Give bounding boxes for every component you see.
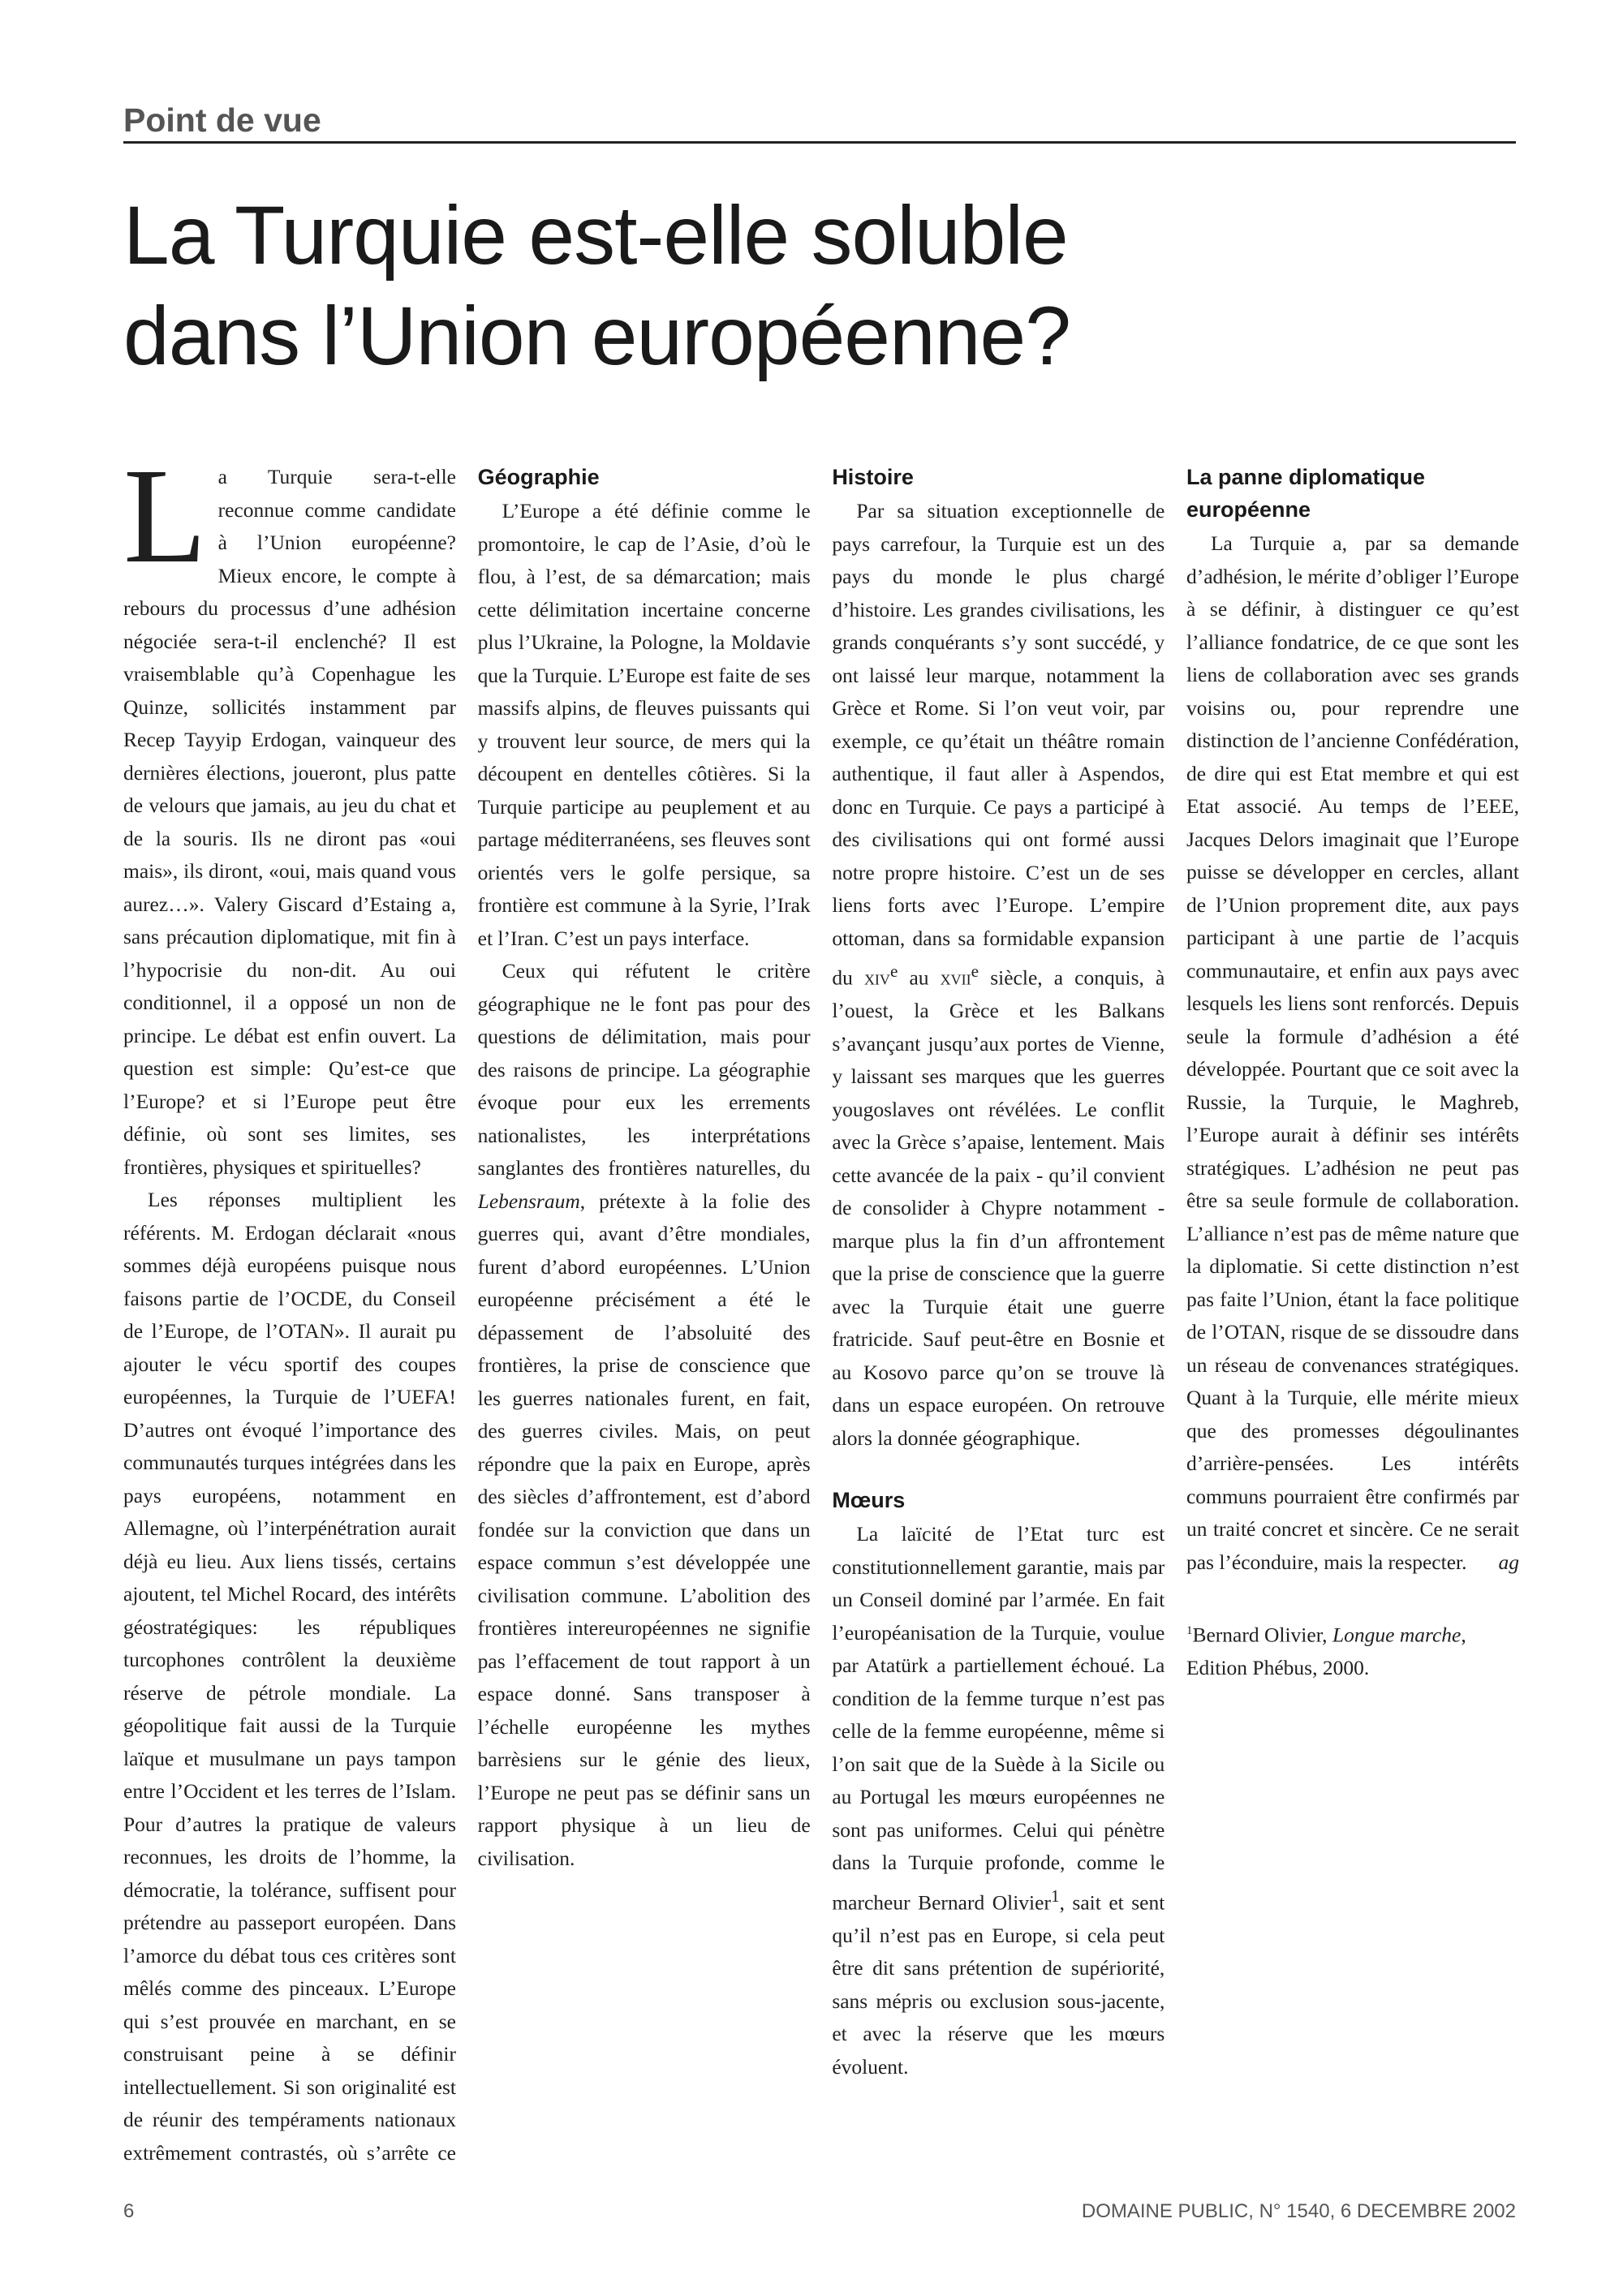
subheading-histoire: Histoire bbox=[832, 465, 914, 489]
subheading-panne-diplomatique: La panne diplomatique européenne bbox=[1186, 465, 1425, 522]
footnote-reference: 1 bbox=[1050, 1885, 1060, 1906]
paragraph-geographie-2 bbox=[478, 955, 811, 1875]
century-numeral: xiv bbox=[863, 965, 890, 990]
footnote-book-title: Longue marche bbox=[1332, 1623, 1462, 1647]
article-body bbox=[123, 461, 1519, 2173]
text-segment: La laïcité de l’Etat turc est constitutionnellement garantie, mais par un Conseil dominé par l’armée. En fait l’européanisation de la Turquie, voulue par Atatürk a partiellement échoué. La condition de la femme turque n’est pas celle de la femme européenne, même si l’on sait que de la Suède à la Sicile ou au Portugal les mœurs européennes ne sont pas uniformes. Celui qui pénètre dans la Turquie profonde, comme le marcheur Bernard Olivier bbox=[832, 1522, 1165, 1914]
paragraph-geographie-1: L’Europe a été définie comme le promontoire, le cap de l’Asie, d’où le flou, à l’est, de sa démarcation; mais cette délimitation incertaine concerne plus l’Ukraine, la Pologne, la Moldavie que la Turquie. L’Europe est faite de ses massifs alpins, de fleuves puissants qui y trouvent leur source, de mers qui la découpent en dentelles côtières. Si la Turquie participe au peuplement et au partage méditerranéens, ses fleuves sont orientés vers le golfe persique, sa frontière est commune à la Syrie, l’Irak et l’Iran. C’est un pays interface. bbox=[477, 499, 811, 950]
text-segment: au bbox=[898, 965, 941, 990]
footnote-publisher: , Edition Phébus, 2000. bbox=[1186, 1623, 1466, 1679]
text-segment: Par sa situation exceptionnelle de pays carrefour, la Turquie est un des pays du monde le plus chargé d’histoire. Les grandes civilisations, les grands conquérants s’y sont succédé, y ont laissé leur marque, notamment la Grèce et Rome. Si l’on veut voir, par exemple, ce qu’était un théâtre romain authentique, il faut aller à Aspendos, donc en Turquie. Ce pays a participé à des civilisations qui ont formé aussi notre propre histoire. C’est un de ses liens forts avec l’Europe. L’empire ottoman, dans sa formidable expansion du bbox=[832, 499, 1165, 990]
century-suffix: e bbox=[889, 961, 898, 981]
rubric-divider bbox=[123, 141, 1516, 144]
paragraph-panne bbox=[1186, 527, 1519, 1579]
footnote bbox=[1186, 1615, 1519, 1684]
article-title-line-2: dans l’Union européenne? bbox=[123, 290, 1070, 382]
text-segment: La Turquie a, par sa demande d’adhésion, le mérite d’obliger l’Europe à se définir, à distinguer ce qu’est l’alliance fondatrice, de ce que sont les liens de collaboration avec ses grands voisins ou, pour reprendre une distinction de l’ancienne Confédération, de dire qui est Etat membre et qui est Etat associé. Au temps de l’EEE, Jacques Delors imaginait que l’Europe puisse se développer en cercles, allant de l’Union proprement dite, aux pays participant à une partie de l’acquis communautaire, et enfin aux pays avec lesquels les liens sont renforcés. Depuis seule la formule d’adhésion a été développée. Pourtant que ce soit avec la Russie, la Turquie, le Maghreb, l’Europe aurait à définir ses intérêts stratégiques. L’adhésion ne peut pas être sa seule formule de collaboration. L’alliance n’est pas de même nature que la diplomatie. Si cette distinction n’est pas faite l’Union, étant la face politique de l’OTAN, risque de se dissoudre dans un réseau de convenances stratégiques. Quant à la Turquie, elle mérite mieux que des promesses dégoulinantes d’arrière-pensées. Les intérêts communs pourraient être confirmés par un traité concret et sincère. Ce ne serait pas l’éconduire, mais la respecter. bbox=[1186, 531, 1519, 1574]
paragraph-moeurs bbox=[832, 1518, 1165, 2083]
footnote-author: Bernard Olivier, bbox=[1192, 1623, 1332, 1647]
century-suffix: e bbox=[971, 961, 979, 981]
article-title bbox=[123, 185, 1503, 386]
page-footer bbox=[123, 2200, 1516, 2223]
subheading-moeurs: Mœurs bbox=[832, 1488, 906, 1512]
subheading-geographie: Géographie bbox=[477, 465, 600, 489]
text-segment: , prétexte à la folie des guerres qui, avant d’être mondiales, furent d’abord européennes. L’Union européenne précisément a été le dépassement de l’absoluité des frontières, la prise de conscience que les guerres nationales furent, en fait, des guerres civiles. Mais, on peut répondre que la paix en Europe, après des siècles d’affrontement, est d’abord fondée sur la conviction que dans un espace commun s’est développée une civilisation commune. L’abolition des frontières intereuropéennes ne signifie pas l’effacement de tout rapport à un espace donné. Sans transposer à l’échelle européenne les mythes barrèsiens sur le génie des lieux, l’Europe ne peut pas se définir sans un rapport physique à un lieu de civilisation. bbox=[477, 1189, 811, 1870]
column-4 bbox=[1186, 461, 1519, 2173]
text-segment: siècle, a conquis, à l’ouest, la Grèce et les Balkans s’avançant jusqu’aux portes de Vienne, y laissant ses marques que les guerres yougoslaves ont révélées. Le conflit avec la Grèce s’apaise, lentement. Mais cette avancée de la paix - qu’il convient de consolider à Chypre notamment - marque plus la fin d’un affrontement que la prise de conscience que la guerre avec la Turquie était une guerre fratricide. Sauf peut-être en Bosnie et au Kosovo parce qu’on se trouve là dans un espace européen. On retrouve alors la donnée géographique. bbox=[832, 965, 1165, 1450]
publication-info: DOMAINE PUBLIC, N° 1540, 6 DECEMBRE 2002 bbox=[1081, 2200, 1516, 2222]
text-segment: Ceux qui réfutent le critère géographique ne le font pas pour des questions de délimitation, mais pour des raisons de principe. La géographie évoque pour eux les errements nationalistes, les interprétations sanglantes des frontières naturelles, du bbox=[477, 959, 811, 1180]
column-1 bbox=[123, 461, 456, 2173]
century-numeral: xvii bbox=[940, 965, 971, 990]
column-3 bbox=[832, 461, 1165, 2173]
footnote-number: 1 bbox=[1186, 1624, 1193, 1637]
paragraph-intro: La Turquie sera-t-elle reconnue comme candidate à l’Union européenne? Mieux encore, le compte à rebours du processus d’une adhésion négociée sera-t-il enclenché? Il est vraisemblable qu’à Copenhague les Quinze, sollicités instamment par Recep Tayyip Erdogan, vainqueur des dernières élections, joueront, plus patte de velours que jamais, au jeu du chat et de la souris. Ils ne diront pas «oui mais», ils diront, «oui, mais quand vous aurez…». Valery Giscard d’Estaing a, sans précaution diplomatique, mit fin à l’hypocrisie du non-dit. Au oui conditionnel, il a opposé un non de principe. Le débat est enfin ouvert. La question est simple: Qu’est-ce que l’Europe? et si l’Europe peut être définie, où sont ses limites, ses frontières, physiques et spirituelles? bbox=[123, 461, 456, 1179]
text-segment: , sait et sent qu’il n’est pas en Europe, si cela peut être dit sans prétention de supériorité, sans mépris ou exclusion sous-jacente, et avec la réserve que les mœurs évoluent. bbox=[832, 1890, 1165, 2079]
article-title-line-1: La Turquie est-elle soluble bbox=[123, 189, 1068, 282]
page-number: 6 bbox=[123, 2200, 135, 2222]
italic-term: Lebensraum bbox=[477, 1189, 580, 1213]
paragraph-histoire bbox=[832, 495, 1165, 1455]
section-rubric: Point de vue bbox=[123, 101, 321, 139]
column-2 bbox=[478, 461, 811, 2173]
paragraph-references: Les réponses multiplient les référents. M. Erdogan déclarait «nous sommes déjà européens puisque nous faisons partie de l’OCDE, du Conseil de l’Europe, de l’OTAN». Il aurait pu ajouter le vécu sportif des coupes européennes, la Turquie de l’UEFA! D’autres ont évoqué l’importance des communautés turques intégrées dans les pays européens, notamment en Allemagne, où l’interpénétration aurait déjà eu lieu. Aux liens tissés, certains ajoutent, tel Michel Rocard, des intérêts géostratégiques: les républiques turcophones contrôlent la deuxième réserve de pétrole mondiale. La géopolitique fait aussi de la Turquie laïque et musulmane un pays tampon entre l’Occident et les terres de l’Islam. Pour d’autres la pratique de valeurs reconnues, les droits de l’homme, la démocratie, la tolérance, suffisent pour prétendre au passeport européen. Dans l’amorce du débat tous ces critères sont mêlés comme des pinceaux. L’Europe qui s’est prouvée en marchant, en se construisant peine à se définir intellectuellement. Si son originalité est de réunir des tempéraments nationaux extrêmement contrastés, où s’arrête ce bbox=[123, 1188, 456, 2165]
author-signature: ag bbox=[1498, 1550, 1519, 1574]
